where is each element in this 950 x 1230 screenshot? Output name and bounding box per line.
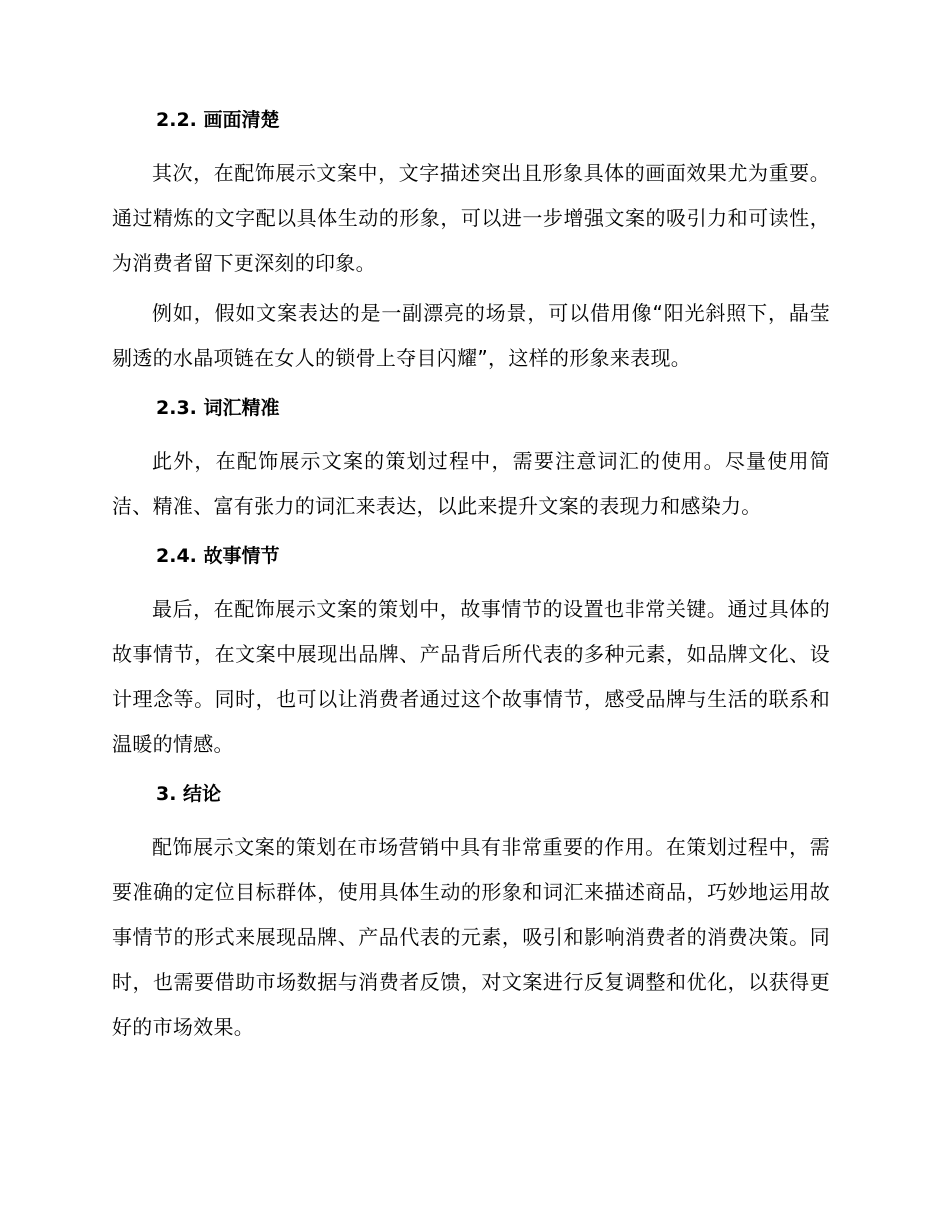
paragraph: 最后，在配饰展示文案的策划中，故事情节的设置也非常关键。通过具体的故事情节，在文案中展现出品牌、产品背后所代表的多种元素，如品牌文化、设计理念等。同时，也可以让消费者通过这个故事情节，感受品牌与生活的联系和温暖的情感。 [112,597,830,756]
section-heading: 2.3. 词汇精准 [156,397,280,419]
paragraph: 此外，在配饰展示文案的策划过程中，需要注意词汇的使用。尽量使用简洁、精准、富有张力的词汇来表达，以此来提升文案的表现力和感染力。 [112,449,830,518]
section-heading: 2.4. 故事情节 [156,545,280,567]
section-heading: 3. 结论 [156,783,222,805]
document-page [112,108,830,1055]
section-3 [112,782,830,1050]
section-heading: 2.2. 画面清楚 [156,109,280,131]
section-2-3 [112,396,830,529]
paragraph: 其次，在配饰展示文案中，文字描述突出且形象具体的画面效果尤为重要。通过精炼的文字配以具体生动的形象，可以进一步增强文案的吸引力和可读性，为消费者留下更深刻的印象。 [112,161,830,275]
paragraph: 例如，假如文案表达的是一副漂亮的场景，可以借用像“阳光斜照下，晶莹剔透的水晶项链在女人的锁骨上夺目闪耀”，这样的形象来表现。 [112,301,830,370]
paragraph: 配饰展示文案的策划在市场营销中具有非常重要的作用。在策划过程中，需要准确的定位目标群体，使用具体生动的形象和词汇来描述商品，巧妙地运用故事情节的形式来展现品牌、产品代表的元素，吸引和影响消费者的消费决策。同时，也需要借助市场数据与消费者反馈，对文案进行反复调整和优化，以获得更好的市场效果。 [112,835,830,1039]
section-2-2 [112,108,830,381]
section-2-4 [112,544,830,767]
